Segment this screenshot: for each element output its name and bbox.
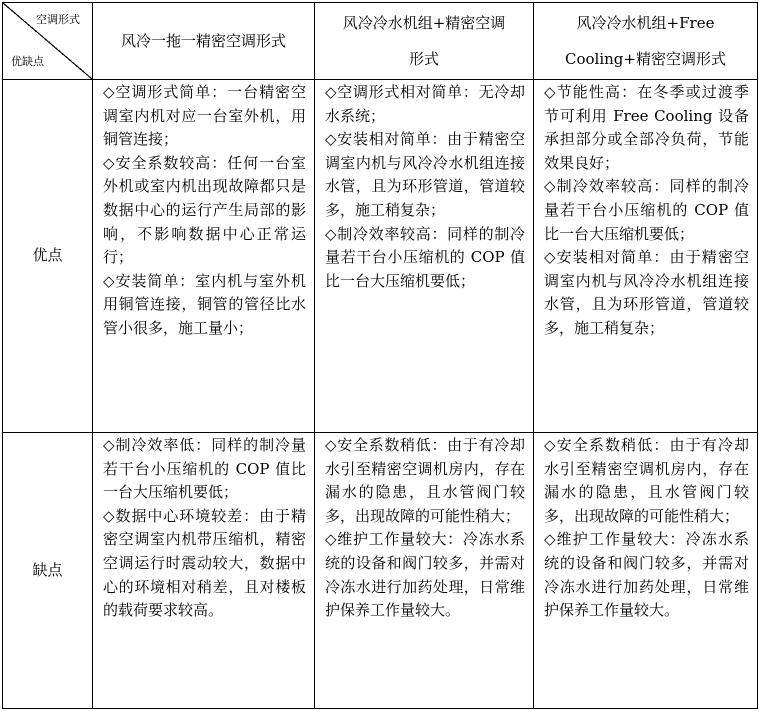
list-item: ◇制冷效率低：同样的制冷量若干台小压缩机的 COP 值比一台大压缩机要低；	[103, 436, 306, 502]
corner-bottom-label: 优缺点	[11, 55, 44, 68]
row-label-advantages: 优点	[3, 80, 93, 433]
disadvantages-cell-1	[93, 433, 315, 709]
list-item: ◇空调形式相对简单：无冷却水系统；	[325, 83, 525, 125]
advantages-cell-1	[93, 80, 315, 433]
column-header-2: 风冷冷水机组+精密空调形式	[315, 3, 534, 80]
disadvantages-cell-2	[315, 433, 534, 709]
disadvantages-cell-3	[534, 433, 758, 709]
list-item: ◇制冷效率较高：同样的制冷量若干台小压缩机的 COP 值比一台大压缩机要低；	[544, 177, 749, 243]
list-item: ◇安装简单：室内机与室外机用铜管连接，铜管的管径比水管小很多，施工量小；	[103, 271, 306, 337]
list-item: ◇维护工作量较大：冷冻水系统的设备和阀门较多，并需对冷冻水进行加药处理，日常维护保养工作量较大。	[544, 530, 749, 620]
list-item: ◇数据中心环境较差：由于精密空调室内机带压缩机，精密空调运行时震动较大，数据中心的环境相对稍差，且对楼板的载荷要求较高。	[103, 506, 306, 620]
comparison-table	[2, 2, 758, 709]
header-row	[3, 3, 758, 80]
list-item: ◇安装相对简单：由于精密空调室内机与风冷冷水机组连接水管，且为环形管道，管道较多，施工稍复杂；	[544, 248, 749, 337]
list-item: ◇节能性高：在冬季或过渡季节可利用 Free Cooling 设备承担部分或全部冷负荷，节能效果良好；	[544, 83, 749, 172]
list-item: ◇安全系数稍低：由于有冷却水引至精密空调机房内，存在漏水的隐患，且水管阀门较多，出现故障的可能性稍大；	[325, 436, 525, 525]
list-item: ◇安全系数稍低：由于有冷却水引至精密空调机房内，存在漏水的隐患，且水管阀门较多，出现故障的可能性稍大；	[544, 436, 749, 525]
corner-top-label: 空调形式	[36, 13, 80, 26]
list-item: ◇空调形式简单：一台精密空调室内机对应一台室外机，用铜管连接；	[103, 83, 306, 149]
list-item: ◇制冷效率较高：同样的制冷量若干台小压缩机的 COP 值比一台大压缩机要低；	[325, 224, 525, 290]
row-label-disadvantages: 缺点	[3, 433, 93, 709]
advantages-cell-2	[315, 80, 534, 433]
disadvantages-row	[3, 433, 758, 709]
list-item: ◇维护工作量较大：冷冻水系统的设备和阀门较多，并需对冷冻水进行加药处理，日常维护保养工作量较大。	[325, 530, 525, 620]
column-header-1: 风冷一拖一精密空调形式	[93, 3, 315, 80]
list-item: ◇安全系数较高：任何一台室外机或室内机出现故障都只是数据中心的运行产生局部的影响，不影响数据中心正常运行；	[103, 153, 306, 267]
advantages-cell-3	[534, 80, 758, 433]
column-header-3: 风冷冷水机组+Free Cooling+精密空调形式	[534, 3, 758, 80]
list-item: ◇安装相对简单：由于精密空调室内机与风冷冷水机组连接水管，且为环形管道，管道较多，施工稍复杂；	[325, 130, 525, 219]
advantages-row	[3, 80, 758, 433]
corner-header-cell	[3, 3, 93, 80]
